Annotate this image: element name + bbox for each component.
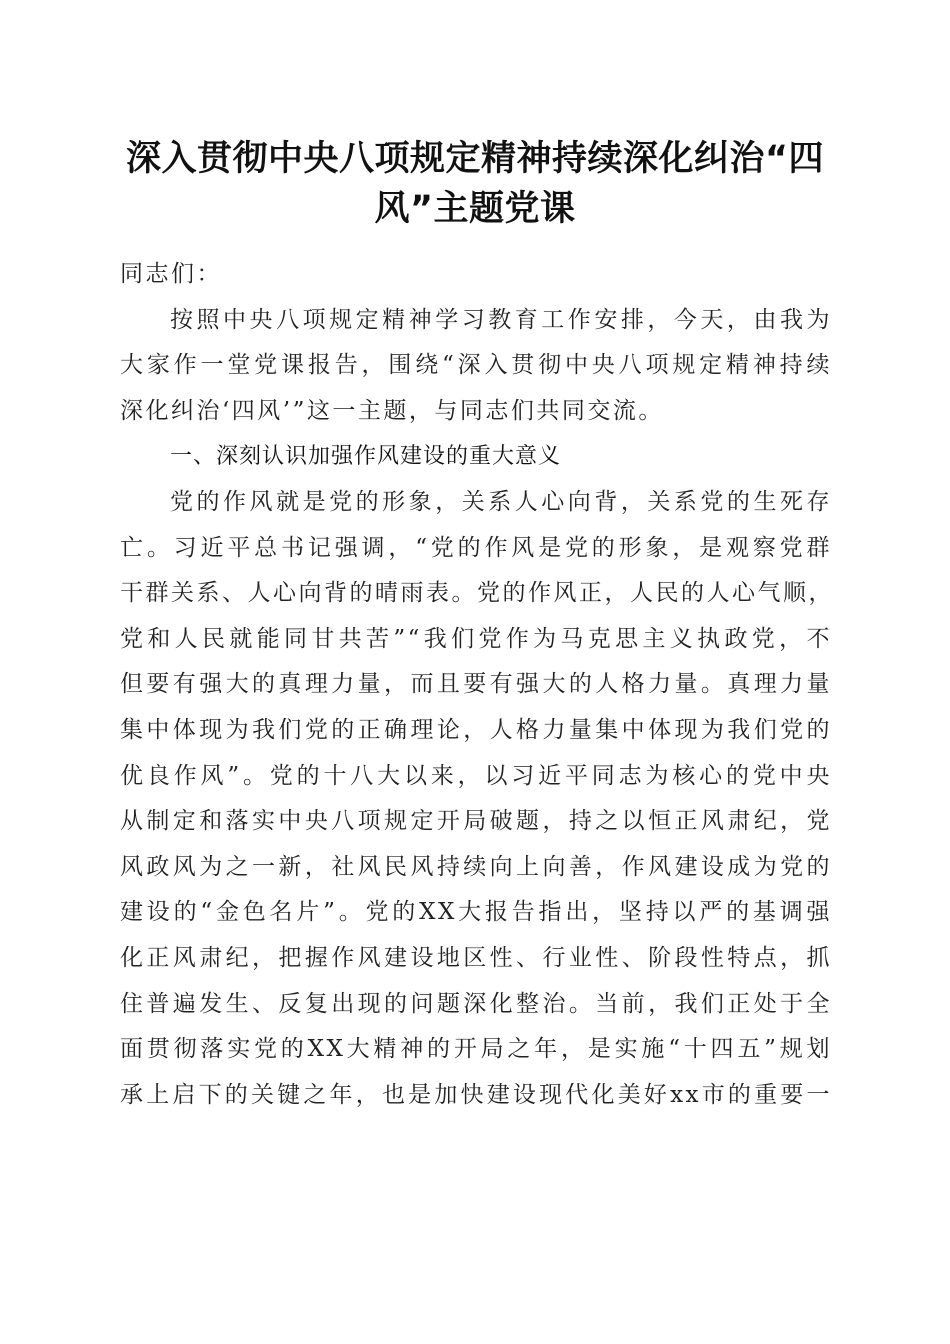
text-line: 优良作风”。党的十八大以来，以习近平同志为核心的党中央: [120, 762, 832, 789]
text-line: 承上启下的关键之年，也是加快建设现代化美好xx市的重要一: [120, 1081, 832, 1108]
greeting: 同志们：: [120, 261, 222, 287]
text-line: 风政风为之一新，社风民风持续向上向善，作风建设成为党的: [120, 853, 832, 880]
text-line: 大家作一堂党课报告，围绕“深入贯彻中央八项规定精神持续: [120, 352, 832, 379]
text-line: 从制定和落实中央八项规定开局破题，持之以恒正风肃纪，党: [120, 808, 832, 835]
section1-paragraph: [120, 480, 832, 1118]
text-line: 按照中央八项规定精神学习教育工作安排，今天，由我为: [170, 306, 832, 333]
text-line: 面贯彻落实党的XX大精神的开局之年，是实施“十四五”规划: [120, 1036, 832, 1063]
document-body: [120, 252, 832, 1118]
text-line: 深化纠治‘四风’”这一主题，与同志们共同交流。: [120, 397, 664, 424]
title-line: 风”主题党课: [374, 189, 576, 229]
text-line: 建设的“金色名片”。党的XX大报告指出，坚持以严的基调强: [120, 899, 832, 926]
document-title: [110, 134, 840, 234]
text-line: 化正风肃纪，把握作风建设地区性、行业性、阶段性特点，抓: [120, 944, 832, 971]
text-line: 干群关系、人心向背的晴雨表。党的作风正，人民的人心气顺，: [120, 580, 834, 607]
text-line: 党的作风就是党的形象，关系人心向背，关系党的生死存: [170, 488, 832, 515]
title-line: 深入贯彻中央八项规定精神持续深化纠治“四: [125, 139, 824, 179]
text-line: 集中体现为我们党的正确理论，人格力量集中体现为我们党的: [120, 716, 832, 743]
text-line: 但要有强大的真理力量，而且要有强大的人格力量。真理力量: [120, 671, 832, 698]
text-line: 亡。习近平总书记强调，“党的作风是党的形象，是观察党群: [120, 534, 832, 561]
text-line: 党和人民就能同甘共苦”“我们党作为马克思主义执政党，不: [120, 625, 832, 652]
section-heading: 一、深刻认识加强作风建设的重大意义: [170, 444, 562, 470]
text-line: 住普遍发生、反复出现的问题深化整治。当前，我们正处于全: [120, 990, 832, 1017]
intro-paragraph: [120, 298, 832, 435]
